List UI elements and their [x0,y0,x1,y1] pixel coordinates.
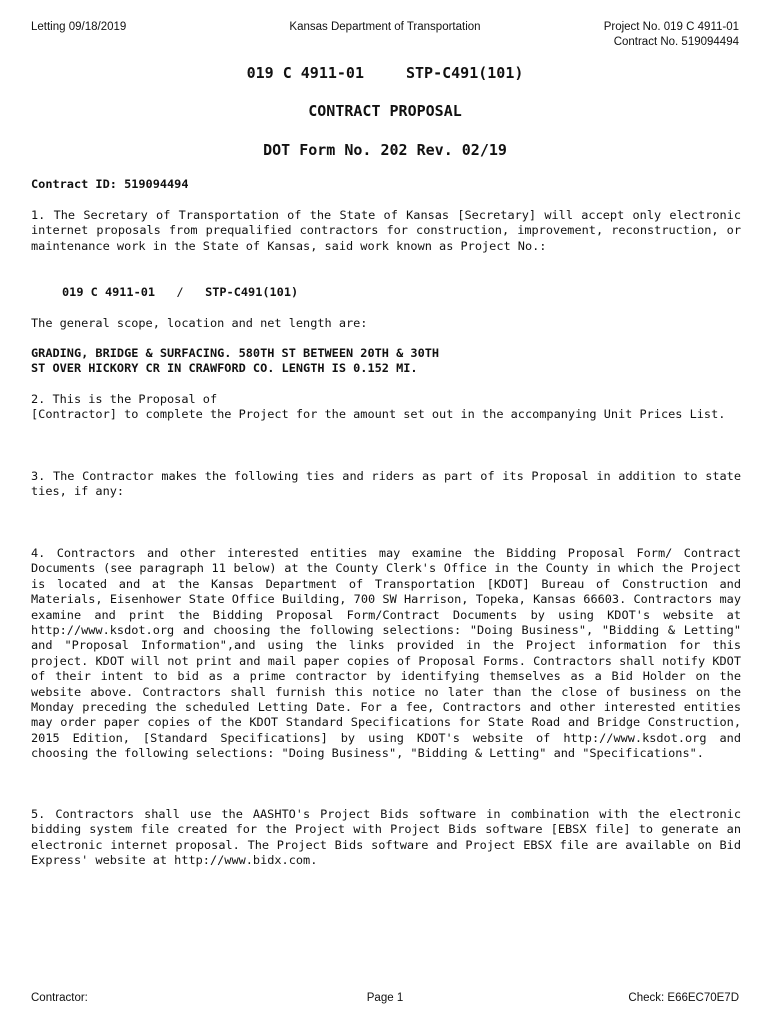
scope-label: The general scope, location and net length are: [31,316,368,330]
title-stp-code: STP-C491(101) [406,64,524,82]
letting-date: Letting 09/18/2019 [31,21,127,33]
footer-contractor: Contractor: [31,992,88,1004]
section-1-project-code: 019 C 4911-01 [62,285,156,299]
section-5-text: 5. Contractors shall use the AASHTO's Project Bids software in combination with the electronic bidding system file created for the Project with Project Bids software [EBSX file] to generate an electronic internet proposal. The Project Bids software and Project EBSX file are available on Bid Express' website at http://www.bidx.com. [31,807,741,868]
contract-id: Contract ID: 519094494 [31,177,189,191]
page-title: CONTRACT PROPOSAL [308,102,462,120]
header-contract-number: Contract No. 519094494 [613,36,739,48]
section-4-text: 4. Contractors and other interested entities may examine the Bidding Proposal Form/ Contract Documents (see paragraph 11 below) at the County Clerk's Office in the County in which the Project is located and at the Kansas Department of Transportation [KDOT] Bureau of Construction and Materials, Eisenhower State Office Building, 700 SW Harrison, Topeka, Kansas 66603. Contractors may examine and print the Bidding Proposal Form/Contract Documents by using KDOT's website at http://www.ksdot.org and choosing the following selections: "Doing Business", "Bidding & Letting" and "Proposal Information",and using the links provided in the Project information for this project. KDOT will not print and mail paper copies of Proposal Forms. Contractors shall notify KDOT of their intent to bid as a prime contractor by identifying themselves as a Bid Holder on the website above. Contractors shall furnish this notice no later than the close of business on the Monday preceding the scheduled Letting Date. For a fee, Contractors and other interested entities may order paper copies of the KDOT Standard Specifications for State Road and Bridge Construction, 2015 Edition, [Standard Specifications] by using KDOT's website of http://www.ksdot.org and choosing the following selections: "Doing Business", "Bidding & Letting" and "Specifications". [31,546,741,761]
section-1-separator: / [176,285,184,299]
section-1-stp-code: STP-C491(101) [205,285,299,299]
title-project-code: 019 C 4911-01 [246,64,364,82]
scope-line-2: ST OVER HICKORY CR IN CRAWFORD CO. LENGTH IS 0.152 MI. [31,361,418,376]
check-code: Check: E66EC70E7D [628,992,739,1004]
agency-name: Kansas Department of Transportation [289,21,481,33]
form-number: DOT Form No. 202 Rev. 02/19 [263,141,507,159]
scope-description [31,346,741,377]
section-3-text: 3. The Contractor makes the following ties and riders as part of its Proposal in addition to state ties, if any: [31,469,741,499]
section-1-text: 1. The Secretary of Transportation of the State of Kansas [Secretary] will accept only electronic internet proposals from prequalified contractors for construction, improvement, reconstruction, or maintenance work in the State of Kansas, said work known as Project No.: [31,208,741,253]
section-2-line-1: 2. This is the Proposal of [31,392,218,406]
scope-line-1: GRADING, BRIDGE & SURFACING. 580TH ST BETWEEN 20TH & 30TH [31,346,440,360]
title-project-codes [0,64,770,82]
section-1-project-codes [62,285,770,300]
header-project-number: Project No. 019 C 4911-01 [603,21,739,33]
header-ids [604,20,739,50]
section-2-line-2: [Contractor] to complete the Project for the amount set out in the accompanying Unit Prices List. [31,407,726,422]
page-number: Page 1 [366,992,404,1004]
section-2 [31,392,741,423]
